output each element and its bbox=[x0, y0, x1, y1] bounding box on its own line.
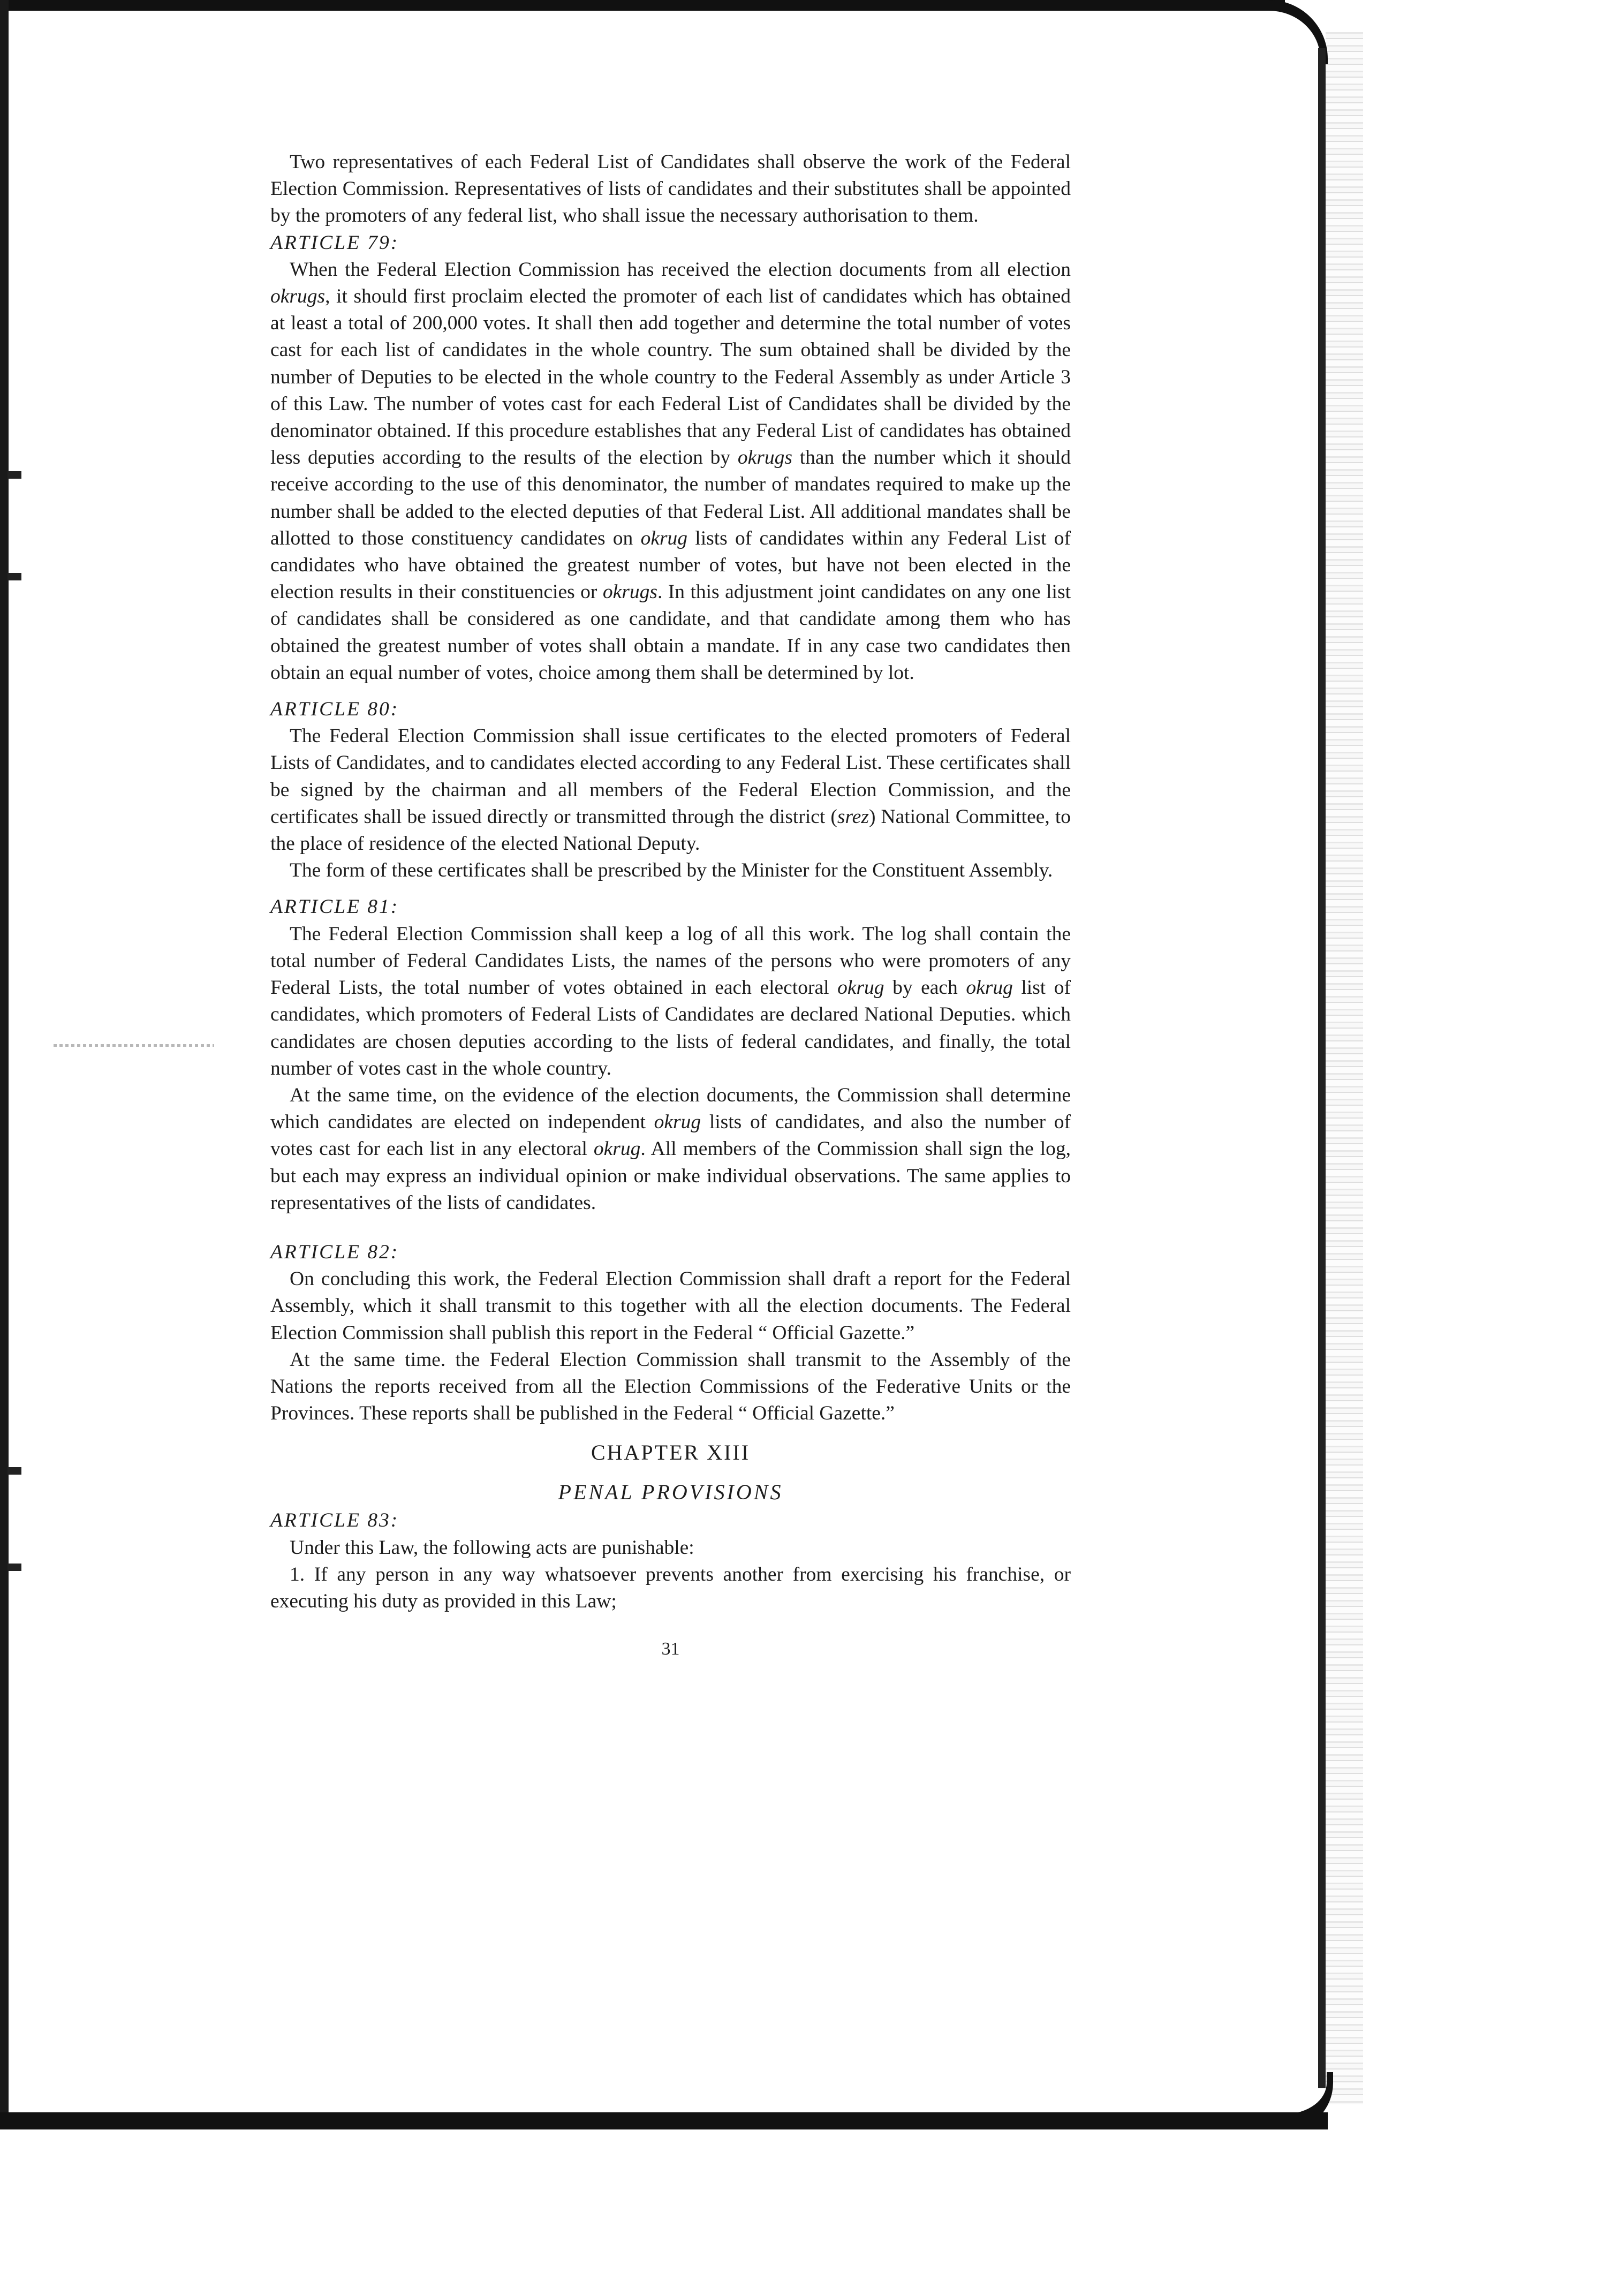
scan-border-left bbox=[0, 0, 9, 2296]
margin-mark bbox=[7, 1467, 21, 1475]
article-81-paragraph-2: At the same time, on the evidence of the election documents, the Commission shall determine which candidates are elected on independent okrug lists of candidates, and also the number of votes cast for each list in any electoral okrug. All members of the Commission shall sign the log, but each may express an individual opinion or make individual observations. The same applies to representatives of the lists of candidates. bbox=[270, 1084, 1071, 1214]
scan-border-bottom bbox=[0, 2112, 1328, 2129]
page-number: 31 bbox=[661, 1639, 680, 1659]
chapter-subtitle: PENAL PROVISIONS bbox=[558, 1480, 783, 1505]
article-80-paragraph-1: The Federal Election Commission shall issue certificates to the elected promoters of Federal Lists of Candidates, and to candidates elected according to any Federal List. These certificates shall be signed by the chairman and all members of the Federal Election Commission, and the certificates shall be issued directly or transmitted through the district (srez) National Committee, to the place of residence of the elected National Deputy. bbox=[270, 725, 1071, 855]
article-83-heading: ARTICLE 83: bbox=[270, 1509, 399, 1532]
text-column bbox=[270, 149, 1071, 1662]
page-edge-shadow bbox=[1326, 32, 1363, 2104]
article-83-paragraph-1: Under this Law, the following acts are punishable: bbox=[290, 1536, 694, 1559]
article-81-paragraph-1: The Federal Election Commission shall keep a log of all this work. The log shall contain the total number of Federal Candidates Lists, the names of the persons who were promoters of any Federal Lists, the total number of votes obtained in each electoral okrug by each okrug list of candidates, which promoters of Federal Lists of Candidates are declared National Deputies. which candidates are chosen deputies according to the lists of federal candidates, and finally, the total number of votes cast in the whole country. bbox=[270, 923, 1071, 1079]
margin-smudge bbox=[54, 1044, 214, 1047]
article-82-paragraph-2: At the same time. the Federal Election Commission shall transmit to the Assembly of the Nations the reports received from all the Election Commissions of the Federative Units or the Provinces. These reports shall be published in the Federal “ Official Gazette.” bbox=[270, 1348, 1071, 1425]
scan-border-corner-top bbox=[1231, 0, 1328, 64]
article-82-heading: ARTICLE 82: bbox=[270, 1241, 399, 1263]
article-81-heading: ARTICLE 81: bbox=[270, 896, 399, 918]
scan-background-lower bbox=[0, 2129, 1619, 2296]
article-83-paragraph-2: 1. If any person in any way whatsoever prevents another from exercising his franchise, or executing his duty as provided in this Law; bbox=[270, 1563, 1071, 1612]
article-79-heading: ARTICLE 79: bbox=[270, 231, 399, 254]
margin-mark bbox=[7, 573, 21, 580]
article-79-paragraph: When the Federal Election Commission has received the election documents from all election okrugs, it should first proclaim elected the promoter of each list of candidates which has obtained at least a total of 200,000 votes. It shall then add together and determine the total number of votes cast for each list of candidates in the whole country. The sum obtained shall be divided by the number of Deputies to be elected in the whole country to the Federal Assembly as under Article 3 of this Law. The number of votes cast for each Federal List of Candidates shall be divided by the denominator obtained. If this procedure establishes that any Federal List of candidates has obtained less deputies according to the results of the election by okrugs than the number which it should receive according to the use of this denominator, the number of mandates required to make up the number shall be added to the elected deputies of that Federal List. All additional mandates shall be allotted to those constituency candidates on okrug lists of candidates within any Federal List of candidates who have obtained the greatest number of votes, but have not been elected in the election results in their constituencies or okrugs. In this adjustment joint candidates on any one list of candidates shall be considered as one candidate, and that candidate among them who has obtained the greatest number of votes shall obtain a mandate. If in any case two candidates then obtain an equal number of votes, choice among them shall be determined by lot. bbox=[270, 258, 1071, 684]
article-80-paragraph-2: The form of these certificates shall be prescribed by the Minister for the Constituent Assembly. bbox=[290, 859, 1053, 882]
opening-paragraph: Two representatives of each Federal List of Candidates shall observe the work of the Federal Election Commission. Representatives of lists of candidates and their substitutes shall be appointed by the promoters of any federal list, who shall issue the necessary authorisation to them. bbox=[270, 151, 1071, 227]
margin-mark bbox=[7, 1564, 21, 1571]
scan-border-top bbox=[0, 0, 1285, 11]
article-80-heading: ARTICLE 80: bbox=[270, 698, 399, 721]
scan-border-right bbox=[1318, 48, 1326, 2088]
chapter-title: CHAPTER XIII bbox=[591, 1440, 751, 1465]
margin-mark bbox=[7, 471, 21, 479]
article-82-paragraph-1: On concluding this work, the Federal Election Commission shall draft a report for the Federal Assembly, which it shall transmit to this together with all the election documents. The Federal Election Commission shall publish this report in the Federal “ Official Gazette.” bbox=[270, 1268, 1071, 1344]
